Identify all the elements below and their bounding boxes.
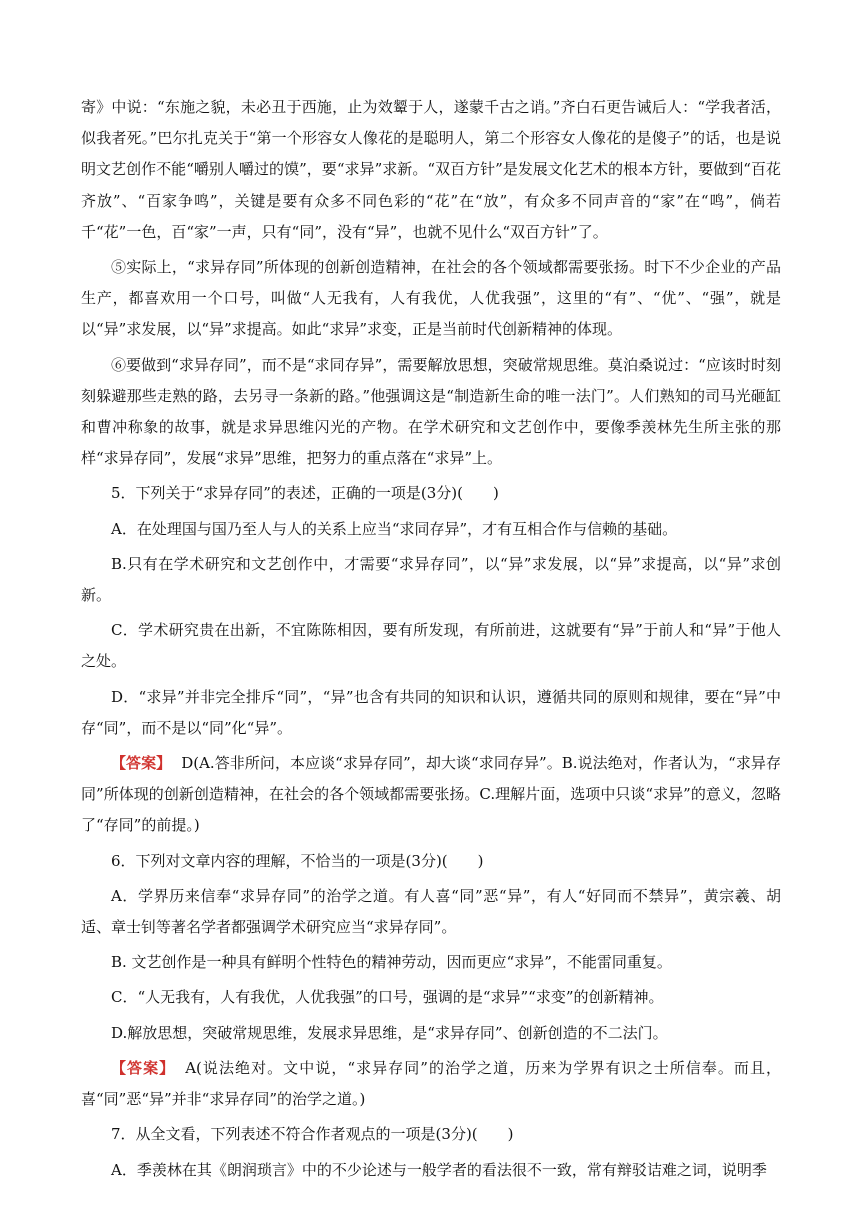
question-7-option-a: A．季羡林在其《朗润琐言》中的不少论述与一般学者的看法很不一致，常有辩驳诘难之词，说明季 <box>111 1160 767 1179</box>
paragraph-5: ⑤实际上，“求异存同”所体现的创新创造精神，在社会的各个领域都需要张扬。时下不少企业的产品生产，都喜欢用一个口号，叫做“人无我有，人有我优，人优我强”，这里的“有”、“优”、“强”，就是以“异”求发展，以“异”求提高。如此“求异”求变，正是当前时代创新精神的体现。 <box>81 258 781 339</box>
answer-label: 【答案】 <box>111 754 172 773</box>
paragraph-continuation: 寄》中说：“东施之貌，未必丑于西施，止为效颦于人，遂蒙千古之诮。”齐白石更告诫后人：“学我者活，似我者死。”巴尔扎克关于“第一个形容女人像花的是聪明人，第二个形容女人像花的是傻子”的话，也是说明文艺创作不能“嚼别人嚼过的馍”，要“求异”求新。“双百方针”是发展文化艺术的根本方针，要做到“百花齐放”、“百家争鸣”，关键是要有众多不同色彩的“花”在“放”，有众多不同声音的“家”在“鸣”，倘若千“花”一色，百“家”一声，只有“同”，没有“异”，也就不见什么“双百方针”了。 <box>81 98 781 241</box>
question-5-option-c: C．学术研究贵在出新，不宜陈陈相因，要有所发现，有所前进，这就要有“异”于前人和“异”于他人之处。 <box>81 621 781 671</box>
question-7: 7．从全文看，下列表述不符合作者观点的一项是(3分)( ) <box>111 1125 514 1144</box>
answer-text: A(说法绝对。文中说，“求异存同”的治学之道，历来为学界有识之士所信奉。而且，喜“同”恶“异”并非“求异存同”的治学之道。) <box>81 1058 781 1109</box>
question-5: 5．下列关于“求异存同”的表述，正确的一项是(3分)( ) <box>111 484 499 503</box>
question-6-answer <box>81 1053 781 1115</box>
question-5-answer <box>81 748 781 842</box>
document-page <box>81 92 781 1186</box>
answer-text: D(A.答非所问，本应谈“求异存同”，却大谈“求同存异”。B.说法绝对，作者认为，“求异存同”所体现的创新创造精神，在社会的各个领域都需要张扬。C.理解片面，选项中只谈“求异”的意义，忽略了“存同”的前提。) <box>81 754 781 835</box>
question-5-option-d: D．“求异”并非完全排斥“同”，“异”也含有共同的知识和认识，遵循共同的原则和规律，要在“异”中存“同”，而不是以“同”化“异”。 <box>81 687 781 737</box>
question-6-option-c: C．“人无我有，人有我优，人优我强”的口号，强调的是“求异”“求变”的创新精神。 <box>111 988 664 1007</box>
question-5-option-b: B.只有在学术研究和文艺创作中，才需要“求异存同”，以“异”求发展，以“异”求提高，以“异”求创新。 <box>81 554 781 605</box>
question-6-option-d: D.解放思想，突破常规思维，发展求异思维，是“求异存同”、创新创造的不二法门。 <box>111 1023 668 1042</box>
question-5-option-a: A．在处理国与国乃至人与人的关系上应当“求同存异”，才有互相合作与信赖的基础。 <box>111 519 678 538</box>
paragraph-6: ⑥要做到“求异存同”，而不是“求同存异”，需要解放思想，突破常规思维。莫泊桑说过：“应该时时刻刻躲避那些走熟的路，去另寻一条新的路。”他强调这是“制造新生命的唯一法门”。人们熟知的司马光砸缸和曹冲称象的故事，就是求异思维闪光的产物。在学术研究和文艺创作中，要像季羡林先生所主张的那样“求异存同”，发展“求异”思维，把努力的重点落在“求异”上。 <box>81 355 781 468</box>
question-6-option-b: B. 文艺创作是一种具有鲜明个性特色的精神劳动，因而更应“求异”，不能雷同重复。 <box>111 953 672 972</box>
question-6: 6．下列对文章内容的理解，不恰当的一项是(3分)( ) <box>111 851 484 870</box>
answer-label: 【答案】 <box>111 1058 176 1077</box>
question-6-option-a: A．学界历来信奉“求异存同”的治学之道。有人喜“同”恶“异”，有人“好同而不禁异”，黄宗羲、胡适、章士钊等著名学者都强调学术研究应当“求异存同”。 <box>81 886 781 937</box>
